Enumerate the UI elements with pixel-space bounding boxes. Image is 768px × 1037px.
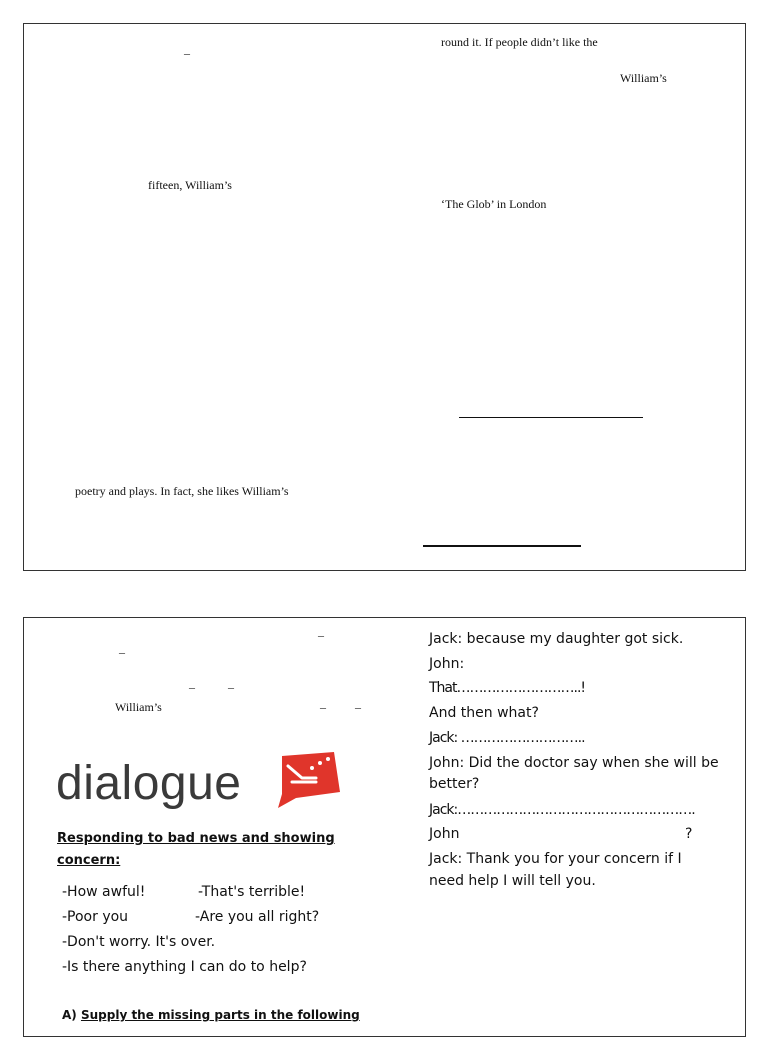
phrase-item: -Don't worry. It's over.	[62, 934, 216, 950]
dash-mark: –	[184, 46, 190, 60]
dash-mark: –	[355, 700, 361, 714]
section-heading: Responding to bad news and showing concern:	[57, 831, 335, 868]
answer-line	[423, 545, 581, 547]
dialogue-logo	[56, 748, 346, 818]
text-poetry: poetry and plays. In fact, she likes William’s	[75, 484, 289, 498]
text-globe: ‘The Glob’ in London	[441, 197, 547, 211]
dialogue-line: John	[429, 826, 460, 842]
dialogue-line: Jack: because my daughter got sick.	[429, 631, 684, 647]
dash-mark: –	[189, 680, 195, 694]
phrase-item: -Is there anything I can do to help?	[62, 959, 307, 975]
text-williams: William’s	[620, 71, 667, 85]
phrase-item: -Are you all right?	[195, 909, 320, 925]
exercise-letter: A)	[62, 1008, 77, 1022]
dash-mark: –	[318, 628, 324, 642]
text-fifteen: fifteen, William’s	[148, 178, 232, 192]
phrase-item: -Poor you	[62, 909, 129, 925]
text-williams: William’s	[115, 700, 162, 714]
text-round-it: round it. If people didn’t like the	[441, 35, 598, 49]
dialogue-line: Jack: ………………………..	[429, 730, 585, 746]
dash-mark: –	[228, 680, 234, 694]
speech-bubble-icon	[272, 752, 342, 808]
dialogue-line: John: Did the doctor say when she will be	[429, 755, 719, 771]
dialogue-line: need help I will tell you.	[429, 873, 596, 889]
dash-mark: –	[119, 645, 125, 659]
exercise-title: Supply the missing parts in the following	[80, 1008, 360, 1022]
dialogue-line: John:	[429, 656, 465, 672]
dialogue-line: Jack: Thank you for your concern if I	[429, 851, 682, 867]
dash-mark: –	[320, 700, 326, 714]
dialogue-line: Jack:……………………………………………….	[429, 802, 695, 818]
logo-word: dialogue	[56, 757, 242, 810]
phrase-item: -How awful!	[62, 884, 146, 900]
answer-line	[459, 417, 643, 418]
dialogue-line: That………………………..!	[429, 680, 586, 696]
exercise-heading	[62, 1008, 360, 1022]
phrase-item: -That's terrible!	[198, 884, 306, 900]
dialogue-line: And then what?	[429, 705, 539, 721]
dialogue-question-mark: ?	[685, 826, 693, 842]
dialogue-line: better?	[429, 776, 480, 792]
